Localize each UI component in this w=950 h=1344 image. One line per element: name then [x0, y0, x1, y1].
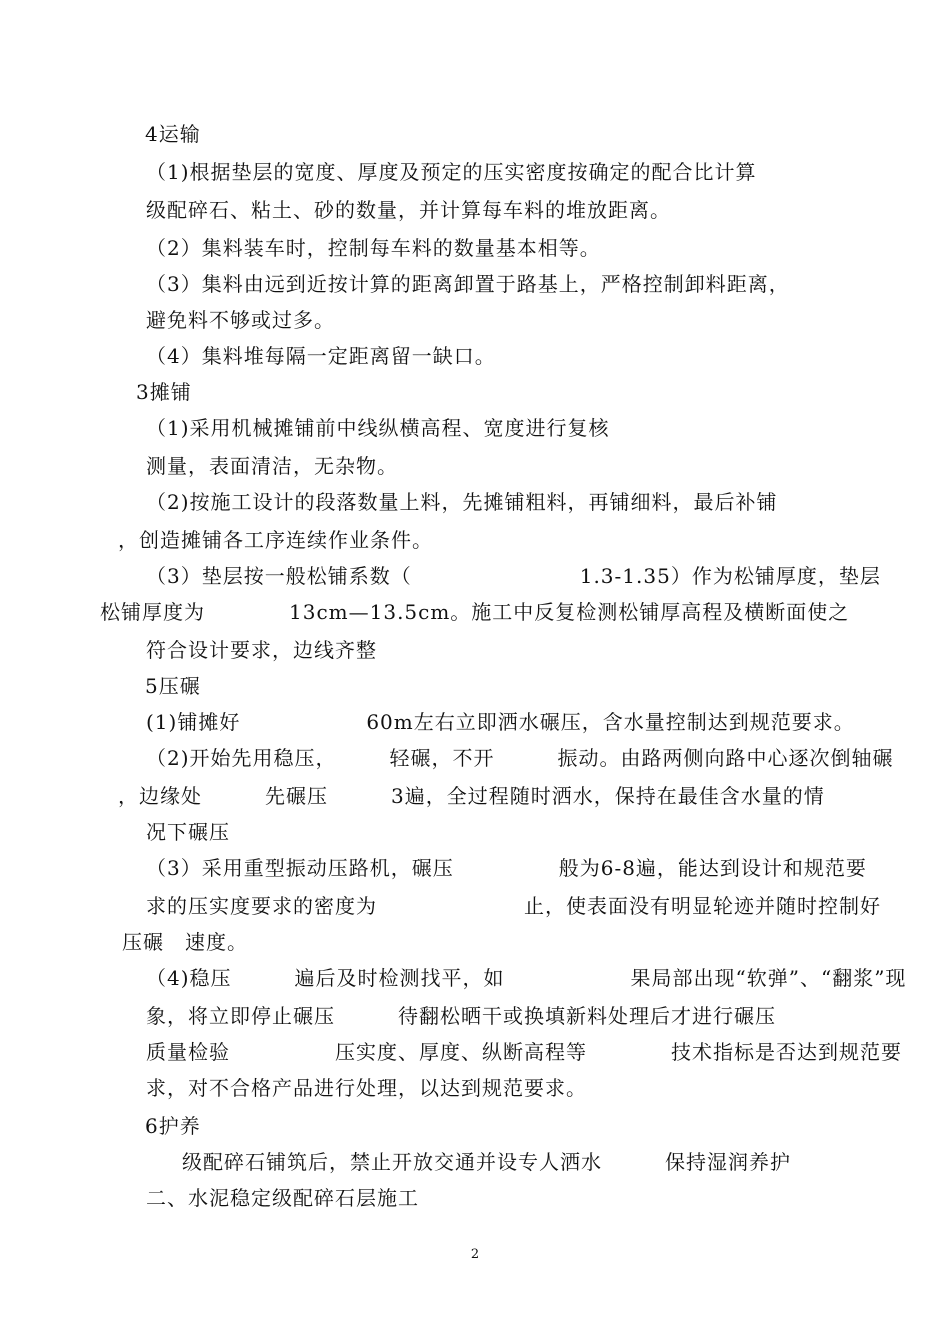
text-line: 4运输 — [145, 122, 201, 146]
text-line: 求的压实度要求的密度为 止，使表面没有明显轮迹并随时控制好 — [146, 894, 881, 918]
text-line: 避免料不够或过多。 — [146, 308, 335, 332]
text-line: （2)开始先用稳压， 轻碾，不开 振动。由路两侧向路中心逐次倒轴碾 — [146, 746, 894, 770]
text-line: 压碾 速度。 — [122, 930, 248, 954]
text-line: 质量检验 压实度、厚度、纵断高程等 技术指标是否达到规范要 — [146, 1040, 902, 1064]
text-line: 级配碎石、粘土、砂的数量，并计算每车料的堆放距离。 — [146, 198, 671, 222]
text-line: 况下碾压 — [146, 820, 230, 844]
text-line: （3）集料由远到近按计算的距离卸置于路基上，严格控制卸料距离， — [146, 272, 790, 296]
section-heading: 5压碾 — [145, 674, 201, 698]
text-line: 级配碎石铺筑后，禁止开放交通并设专人洒水 保持湿润养护 — [182, 1150, 791, 1174]
text-line: （2)按施工设计的段落数量上料，先摊铺粗料，再铺细料，最后补铺 — [146, 490, 778, 514]
text-line: （4)稳压 遍后及时检测找平，如 果局部出现“软弹”、“翻浆”现 — [146, 966, 907, 990]
text-line: 求，对不合格产品进行处理，以达到规范要求。 — [146, 1076, 587, 1100]
section-heading: 6护养 — [145, 1114, 201, 1138]
text-line: （4）集料堆每隔一定距离留一缺口。 — [146, 344, 496, 368]
text-line: （1)采用机械摊铺前中线纵横高程、宽度进行复核 — [146, 416, 610, 440]
page-number: 2 — [470, 1247, 480, 1262]
text-line: 符合设计要求，边线齐整 — [146, 638, 377, 662]
text-line: ，边缘处 先碾压 3遍，全过程随时洒水，保持在最佳含水量的情 — [118, 784, 825, 808]
text-line: (1)铺摊好 60m左右立即洒水碾压，含水量控制达到规范要求。 — [146, 710, 855, 734]
text-line: （3）采用重型振动压路机，碾压 般为6-8遍，能达到设计和规范要 — [146, 856, 867, 880]
text-line: （1)根据垫层的宽度、厚度及预定的压实密度按确定的配合比计算 — [146, 160, 757, 184]
text-line: （3）垫层按一般松铺系数（ 1.3-1.35）作为松铺厚度，垫层 — [146, 564, 881, 588]
text-line: 象，将立即停止碾压 待翻松晒干或换填新料处理后才进行碾压 — [146, 1004, 776, 1028]
text-line: 松铺厚度为 13cm—13.5cm。施工中反复检测松铺厚高程及横断面使之 — [100, 600, 850, 624]
text-line: 测量，表面清洁，无杂物。 — [146, 454, 398, 478]
section-heading: 二、水泥稳定级配碎石层施工 — [146, 1186, 419, 1210]
text-line: ，创造摊铺各工序连续作业条件。 — [118, 528, 433, 552]
section-heading: 3摊铺 — [136, 380, 192, 404]
text-line: （2）集料装车时，控制每车料的数量基本相等。 — [146, 236, 601, 260]
